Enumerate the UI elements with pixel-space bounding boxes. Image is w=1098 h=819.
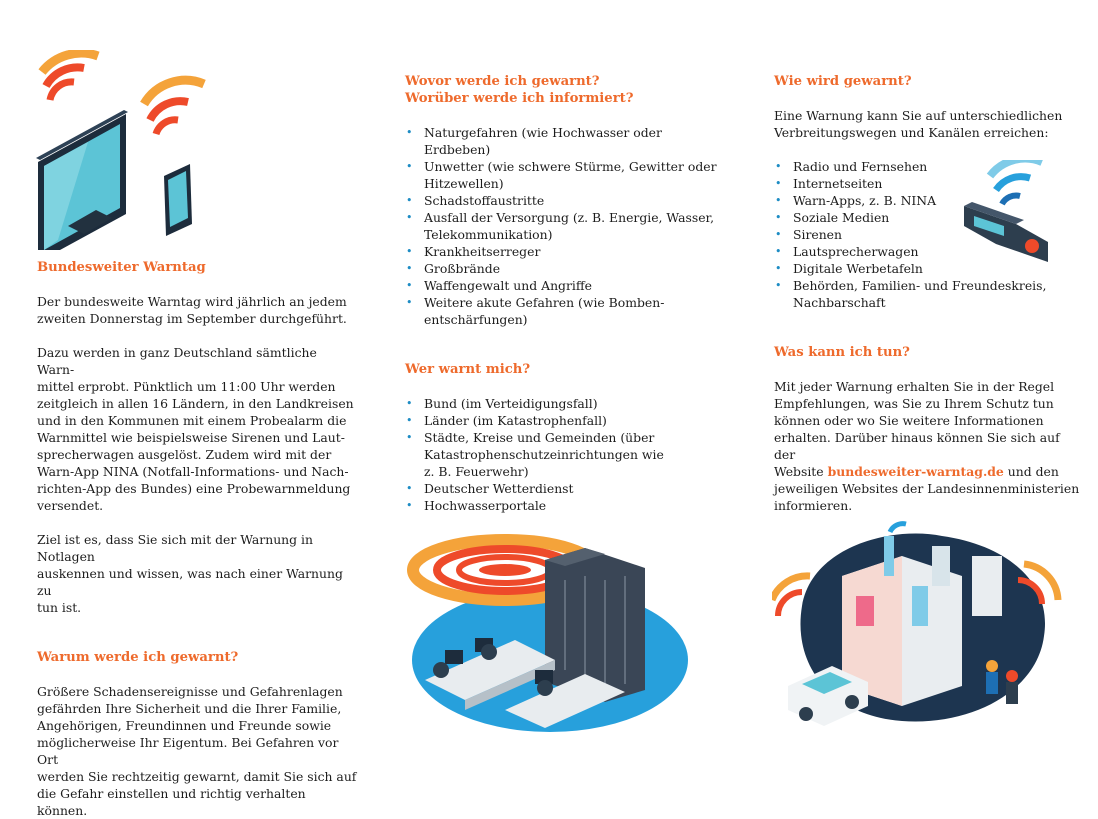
paragraph-warntag-goal: Ziel ist es, dass Sie sich mit der Warnung in Notlagen auskennen und wissen, was nach einer Warnung zu tun ist. [37, 532, 343, 615]
list-item: • Digitale Werbetafeln [774, 260, 1084, 277]
list-warnende-stellen [405, 395, 725, 514]
radio-illustration [960, 160, 1052, 268]
column-left [37, 259, 357, 819]
column-middle [405, 73, 725, 514]
list-item: • Soziale Medien [774, 209, 1084, 226]
list-item: • Unwetter (wie schwere Stürme, Gewitter oder Hitzewellen) [405, 158, 725, 192]
column-right [774, 73, 1084, 514]
tv-smartphone-illustration [28, 50, 228, 250]
paragraph-text: und den jeweiligen Websites der Landesinnenministerien informieren. [774, 464, 1080, 513]
phone-signal-waves-icon [144, 80, 204, 134]
list-item: • Deutscher Wetterdienst [405, 480, 725, 497]
paragraph-warum-gewarnt: Größere Schadensereignisse und Gefahrenlagen gefährden Ihre Sicherheit und die Ihrer Familie, Angehörigen, Freundinnen und Freunde sowie möglicherweise Ihr Eigentum. Bei Gefahren vor Ort werden Sie rechtzeitig gewarnt, damit Sie sich auf die Gefahr einstellen und richtig verhalten können. [37, 684, 357, 818]
list-item: • Weitere akute Gefahren (wie Bomben- entschärfungen) [405, 294, 725, 328]
list-item: • Radio und Fernsehen [774, 158, 1084, 175]
control-center-illustration [405, 520, 695, 750]
radio-icon [964, 202, 1048, 262]
list-item: • Warn-Apps, z. B. NINA [774, 192, 1084, 209]
website-link[interactable]: bundesweiter-warntag.de [827, 464, 1004, 479]
list-item: • Behörden, Familien- und Freundeskreis, Nachbarschaft [774, 277, 1084, 311]
paragraph-was-tun [774, 378, 1084, 514]
list-item: • Internetseiten [774, 175, 1084, 192]
list-item: • Länder (im Katastrophenfall) [405, 412, 725, 429]
paragraph-text: Mit jeder Warnung erhalten Sie in der Regel Empfehlungen, was Sie zu Ihrem Schutz tun können oder wo Sie weitere Informationen erhalten. Darüber hinaus können Sie sich auf der Website [774, 379, 1060, 479]
heading-bundesweiter-warntag: Bundesweiter Warntag [37, 260, 206, 275]
list-item: • Schadstoffaustritte [405, 192, 725, 209]
heading-wovor-gewarnt: Wovor werde ich gewarnt? Worüber werde ich informiert? [405, 74, 634, 106]
heading-warum-gewarnt: Warum werde ich gewarnt? [37, 650, 239, 665]
list-item: • Naturgefahren (wie Hochwasser oder Erdbeben) [405, 124, 725, 158]
heading-wer-warnt: Wer warnt mich? [405, 362, 531, 377]
list-item: • Lautsprecherwagen [774, 243, 1084, 260]
paragraph-warntag-procedure: Dazu werden in ganz Deutschland sämtliche Warn- mittel erprobt. Pünktlich um 11:00 Uhr werden zeitgleich in allen 16 Ländern, in den Landkreisen und in den Kommunen mit einem Probealarm die Warnmittel wie beispielsweise Sirenen und Laut- sprecherwagen ausgelöst. Zudem wird mit der Warn-App NINA (Notfall-Informations- und Nach- richten-App des Bundes) eine Probewarnmeldung versendet. [37, 345, 354, 513]
tv-signal-waves-icon [42, 53, 98, 104]
list-item: • Bund (im Verteidigungsfall) [405, 395, 725, 412]
list-item: • Sirenen [774, 226, 1084, 243]
smartphone-icon [164, 164, 192, 236]
heading-was-tun: Was kann ich tun? [774, 345, 910, 360]
city-warning-illustration [772, 516, 1062, 736]
list-item: • Städte, Kreise und Gemeinden (über Katastrophenschutzeinrichtungen wie z. B. Feuerwehr) [405, 429, 725, 480]
list-item: • Waffengewalt und Angriffe [405, 277, 725, 294]
list-item: • Hochwasserportale [405, 497, 725, 514]
list-item: • Großbrände [405, 260, 725, 277]
tv-icon [36, 110, 128, 250]
list-item: • Ausfall der Versorgung (z. B. Energie, Wasser, Telekommunikation) [405, 209, 725, 243]
heading-wie-gewarnt: Wie wird gewarnt? [774, 74, 912, 89]
list-gefahren [405, 124, 725, 328]
paragraph-wie-gewarnt: Eine Warnung kann Sie auf unterschiedlichen Verbreitungswegen und Kanälen erreichen: [774, 108, 1063, 140]
list-item: • Krankheitserreger [405, 243, 725, 260]
paragraph-warntag-date: Der bundesweite Warntag wird jährlich an jedem zweiten Donnerstag im September durchgeführt. [37, 294, 347, 326]
radio-signal-waves-icon [990, 160, 1042, 204]
